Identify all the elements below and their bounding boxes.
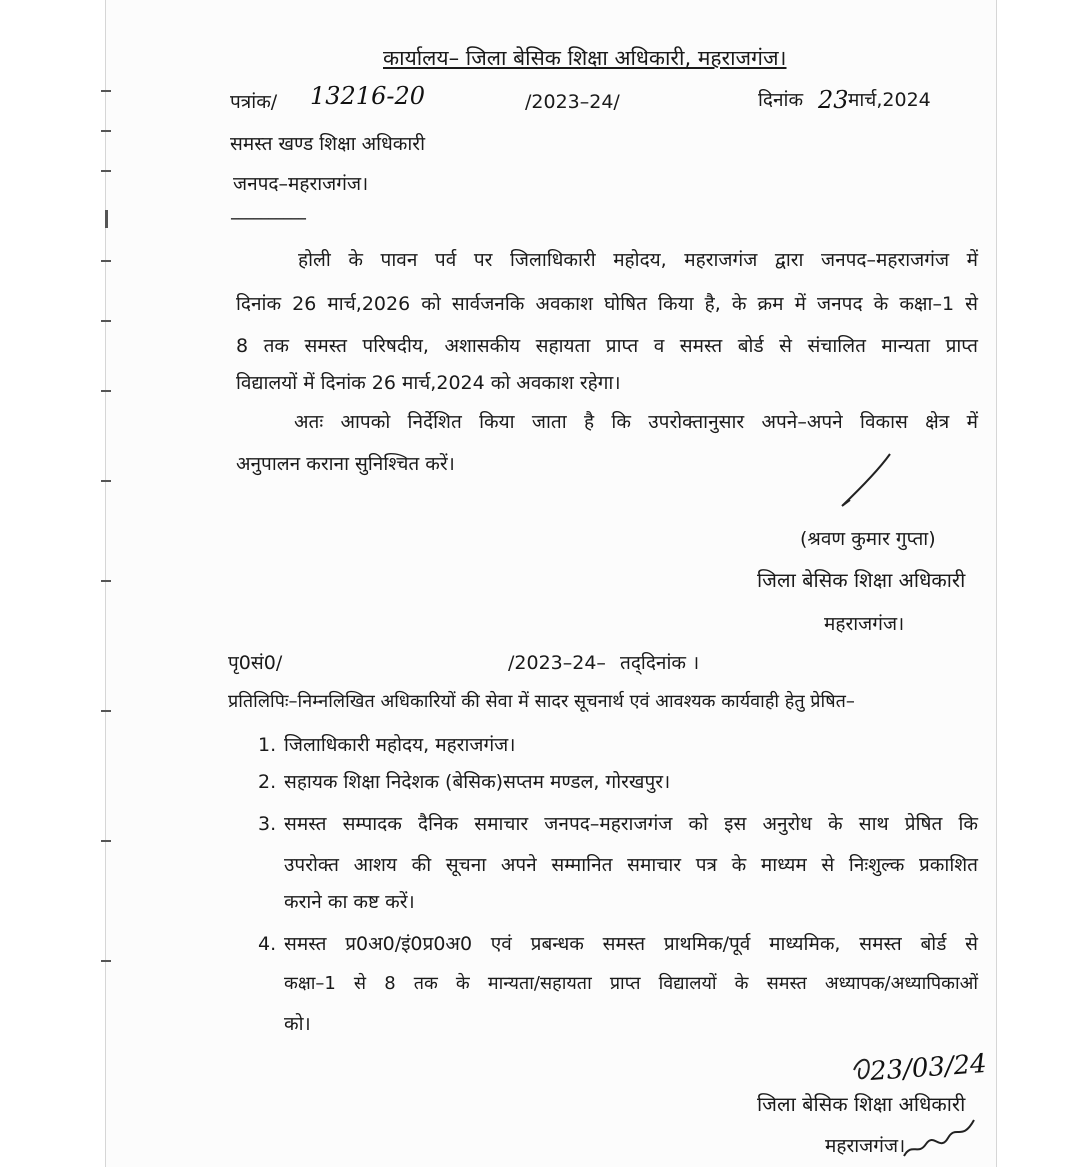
copy-item-2-text: सहायक शिक्षा निदेशक (बेसिक)सप्तम मण्डल, गोरखपुर।	[284, 771, 671, 793]
handwritten-date: 23/03/24	[869, 1048, 988, 1088]
to-line-2: जनपद–महराजगंज।	[233, 173, 369, 195]
copy-item-3-line-2: उपरोक्त आशय की सूचना अपने सम्मानित समाचार पत्र के माध्यम से निःशुल्क प्रकाशित	[284, 854, 978, 876]
copy-item-3-line-1: समस्त सम्पादक दैनिक समाचार जनपद–महराजगंज को इस अनुरोध के साथ प्रेषित कि	[284, 813, 978, 835]
date-label: दिनांक	[758, 89, 804, 111]
para1-line-3: 8 तक समस्त परिषदीय, अशासकीय सहायता प्राप्त व समस्त बोर्ड से संचालित मान्यता प्राप्त	[236, 335, 978, 357]
signature-scribble	[900, 1112, 980, 1162]
date-day-handwritten: 23	[818, 86, 849, 114]
para2-line-2: अनुपालन कराना सुनिश्चित करें।	[236, 453, 455, 475]
copy-item-3-line-3: कराने का कष्ट करें।	[284, 891, 415, 913]
para1-line-2: दिनांक 26 मार्च,2026 को सार्वजनकि अवकाश घोषित किया है, के क्रम में जनपद के कक्षा–1 से	[236, 293, 978, 315]
divider: ––––––––––	[230, 207, 305, 229]
copy-ref-label: पृ0सं0/	[228, 652, 283, 674]
signature-mark	[830, 450, 900, 520]
para1-line-1: होली के पावन पर्व पर जिलाधिकारी महोदय, महराजगंज द्वारा जनपद–महराजगंज में	[298, 249, 978, 271]
ref-label: पत्रांक/	[230, 91, 278, 113]
binding-edge-marks	[101, 60, 113, 1060]
to-line-1: समस्त खण्ड शिक्षा अधिकारी	[230, 133, 425, 155]
copy-item-4-num: 4.	[258, 933, 277, 955]
copy-ref-date: तद्‌दिनांक ।	[620, 652, 700, 674]
copy-item-1-text: जिलाधिकारी महोदय, महराजगंज।	[284, 734, 516, 756]
office-header: कार्यालय– जिला बेसिक शिक्षा अधिकारी, महराजगंज।	[383, 46, 787, 70]
copy-item-4-line-2: कक्षा–1 से 8 तक के मान्यता/सहायता प्राप्त विद्यालयों के समस्त अध्यापक/अध्यापिकाओं	[284, 973, 978, 994]
initials-mark	[850, 1050, 880, 1090]
copy-signatory-title: जिला बेसिक शिक्षा अधिकारी	[757, 1092, 966, 1116]
copy-item-3-num: 3.	[258, 813, 277, 835]
copy-item-1-num: 1.	[258, 734, 277, 756]
ref-year: /2023–24/	[525, 91, 620, 113]
signatory-title: जिला बेसिक शिक्षा अधिकारी	[757, 568, 966, 592]
para2-line-1: अतः आपको निर्देशित किया जाता है कि उपरोक्तानुसार अपने–अपने विकास क्षेत्र में	[294, 411, 978, 433]
copy-heading: प्रतिलिपिः–निम्नलिखित अधिकारियों की सेवा में सादर सूचनार्थ एवं आवश्यक कार्यवाही हेतु प्रेषित–	[228, 691, 855, 712]
copy-item-4-line-1: समस्त प्र0अ0/इं0प्र0अ0 एवं प्रबन्धक समस्त प्राथमिक/पूर्व माध्यमिक, समस्त बोर्ड से	[284, 933, 978, 955]
para1-line-4: विद्यालयों में दिनांक 26 मार्च,2024 को अवकाश रहेगा।	[236, 372, 621, 394]
copy-signatory-place: महराजगंज।	[825, 1135, 906, 1157]
copy-item-2-num: 2.	[258, 771, 277, 793]
ref-number-handwritten: 13216-20	[310, 82, 425, 110]
signatory-place: महराजगंज।	[824, 613, 905, 635]
signatory-name: (श्रवण कुमार गुप्ता)	[800, 528, 936, 550]
copy-item-4-line-3: को।	[284, 1013, 311, 1035]
date-rest: मार्च,2024	[848, 89, 931, 111]
copy-ref-year: /2023–24–	[508, 652, 606, 674]
